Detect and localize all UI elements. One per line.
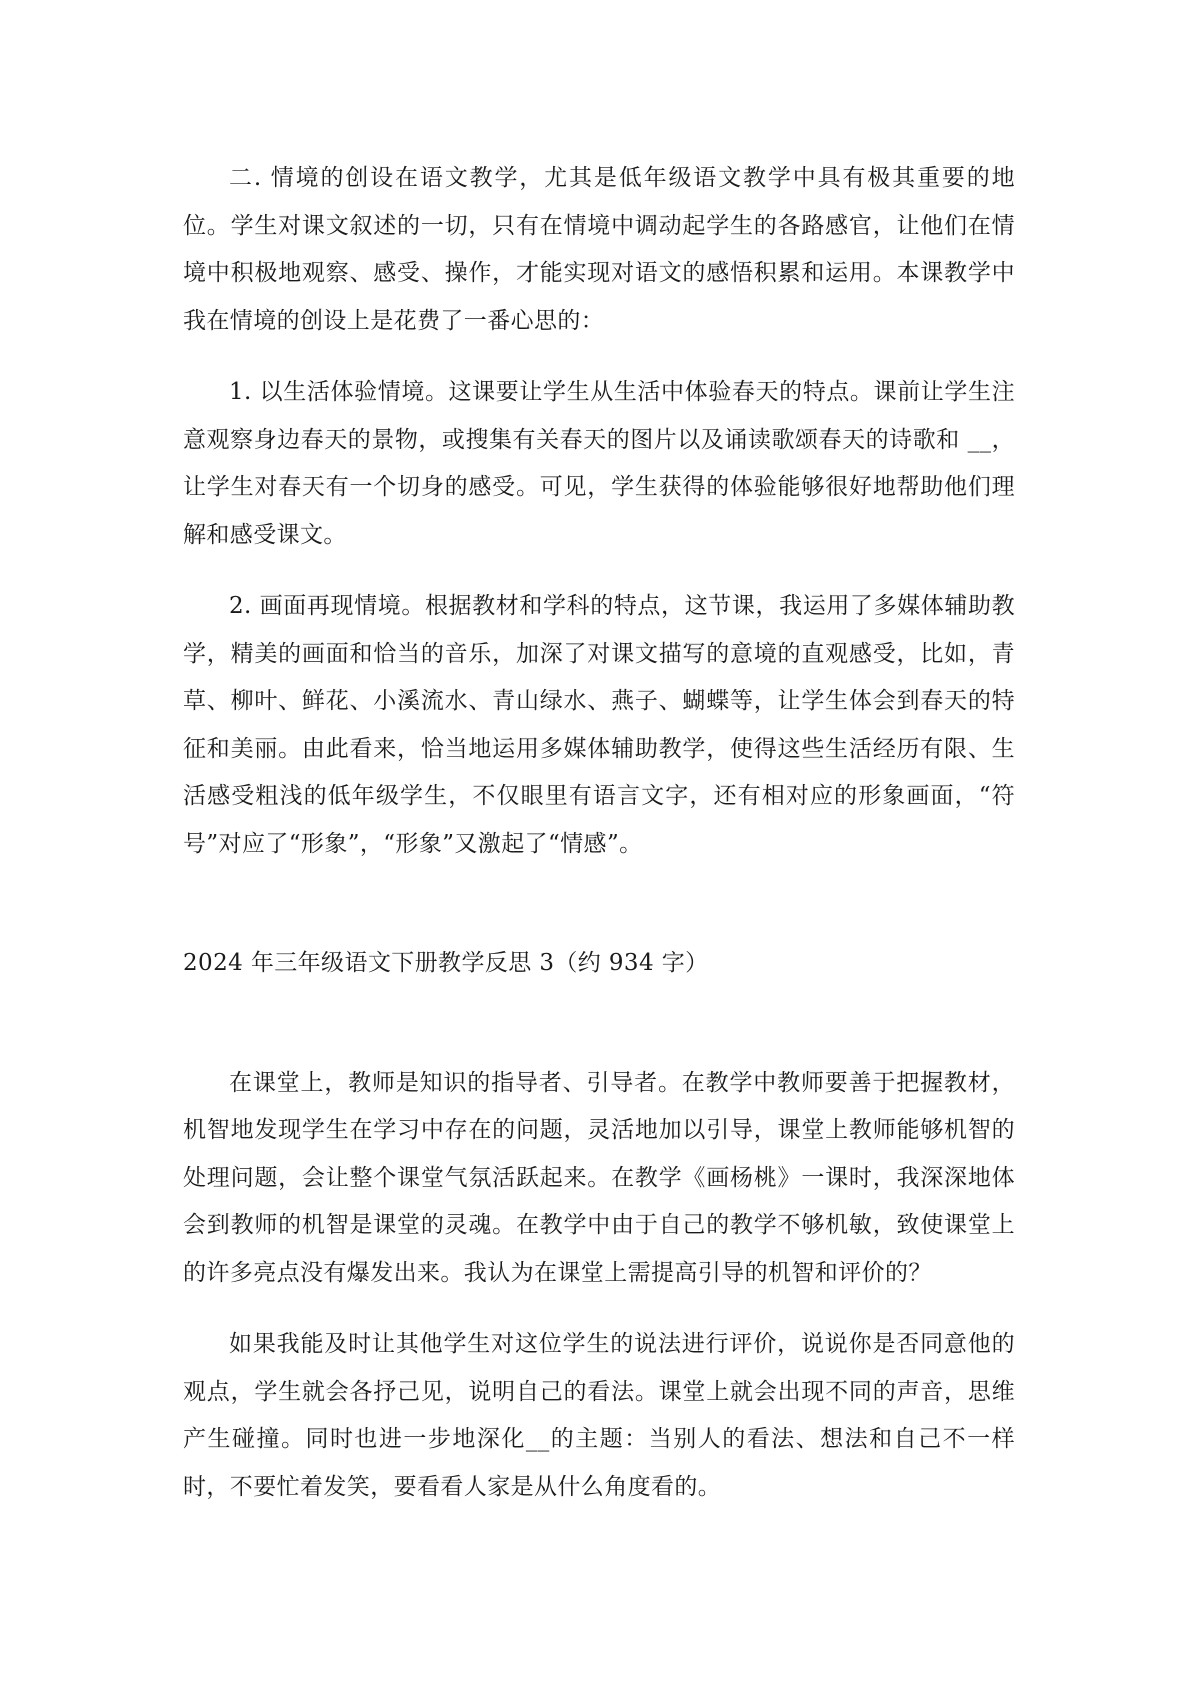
paragraph-situation-creation: 二. 情境的创设在语文教学，尤其是低年级语文教学中具有极其重要的地位。学生对课文叙述的一切，只有在情境中调动起学生的各路感官，让他们在情境中积极地观察、感受、操作，才能实现对语文的感悟积累和运用。本课教学中我在情境的创设上是花费了一番心思的： bbox=[183, 165, 1015, 334]
paragraph-evaluation: 如果我能及时让其他学生对这位学生的说法进行评价，说说你是否同意他的观点，学生就会各抒己见，说明自己的看法。课堂上就会出现不同的声音，思维产生碰撞。同时也进一步地深化__的主题：当别人的看法、想法和自己不一样时，不要忙着发笑，要看看人家是从什么角度看的。 bbox=[183, 1331, 1015, 1500]
paragraph-spacer bbox=[183, 345, 1015, 369]
document-page bbox=[183, 155, 1015, 1511]
section-heading: 2024 年三年级语文下册教学反思 3（约 934 字） bbox=[183, 950, 709, 976]
paragraph-spacer bbox=[183, 1297, 1015, 1321]
paragraph-picture-reproduction: 2. 画面再现情境。根据教材和学科的特点，这节课，我运用了多媒体辅助教学，精美的画面和恰当的音乐，加深了对课文描写的意境的直观感受，比如，青草、柳叶、鲜花、小溪流水、青山绿水、燕子、蝴蝶等，让学生体会到春天的特征和美丽。由此看来，恰当地运用多媒体辅助教学，使得这些生活经历有限、生活感受粗浅的低年级学生，不仅眼里有语言文字，还有相对应的形象画面，“符号”对应了“形象”，“形象”又激起了“情感”。 bbox=[183, 593, 1015, 857]
paragraph-teacher-wisdom: 在课堂上，教师是知识的指导者、引导者。在教学中教师要善于把握教材，机智地发现学生在学习中存在的问题，灵活地加以引导，课堂上教师能够机智的处理问题，会让整个课堂气氛活跃起来。在教学《画杨桃》一课时，我深深地体会到教师的机智是课堂的灵魂。在教学中由于自己的教学不够机敏，致使课堂上的许多亮点没有爆发出来。我认为在课堂上需提高引导的机智和评价的？ bbox=[183, 1069, 1015, 1286]
paragraph-life-experience: 1. 以生活体验情境。这课要让学生从生活中体验春天的特点。课前让学生注意观察身边春天的景物，或搜集有关春天的图片以及诵读歌颂春天的诗歌和 __，让学生对春天有一个切身的感受。可见，学生获得的体验能够很好地帮助他们理解和感受课文。 bbox=[183, 379, 1015, 548]
section-spacer bbox=[183, 868, 1015, 940]
paragraph-spacer bbox=[183, 559, 1015, 583]
section-spacer bbox=[183, 988, 1015, 1060]
